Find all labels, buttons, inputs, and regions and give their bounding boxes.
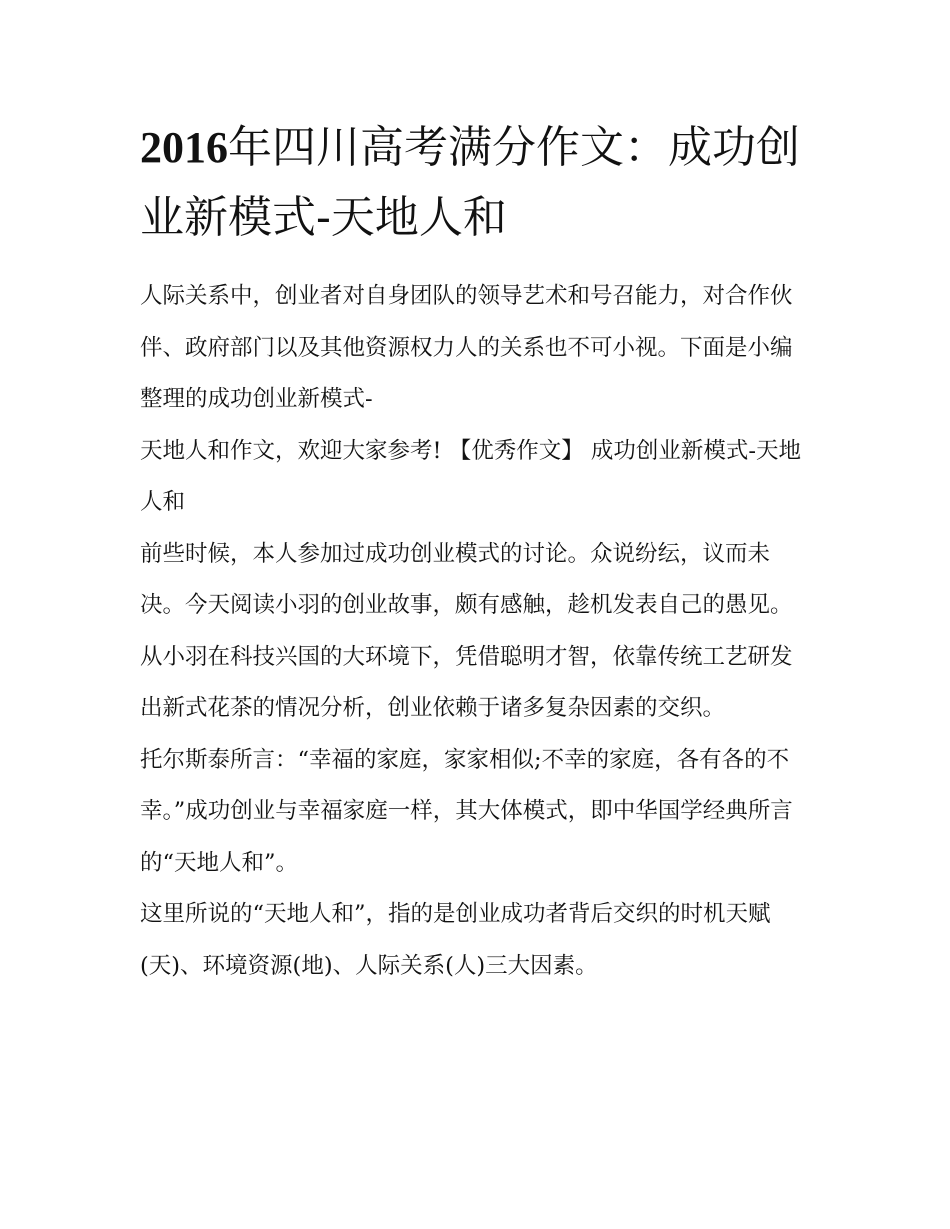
paragraph-analysis: 从小羽在科技兴国的大环境下，凭借聪明才智，依靠传统工艺研发出新式花茶的情况分析，创业依赖于诸多复杂因素的交织。 (140, 643, 793, 721)
paragraph-intro: 人际关系中，创业者对自身团队的领导艺术和号召能力，对合作伙伴、政府部门以及其他资源权力人的关系也不可小视。下面是小编整理的成功创业新模式- (140, 283, 793, 412)
article-title (140, 113, 812, 253)
paragraph-definition: 这里所说的“天地人和”，指的是创业成功者背后交织的时机天赋(天)、环境资源(地)、人际关系(人)三大因素。 (140, 901, 771, 979)
paragraph-quote: 托尔斯泰所言：“幸福的家庭，家家相似;不幸的家庭，各有各的不幸。”成功创业与幸福家庭一样，其大体模式，即中华国学经典所言的“天地人和”。 (140, 746, 793, 876)
title-text: 年四川高考满分作文：成功创业新模式-天地人和 (140, 122, 800, 243)
paragraph-welcome: 天地人和作文，欢迎大家参考! 【优秀作文】 成功创业新模式-天地人和 (140, 437, 801, 515)
paragraph-discussion: 前些时候，本人参加过成功创业模式的讨论。众说纷纭，议而未决。今天阅读小羽的创业故事，颇有感触，趁机发表自己的愚见。 (140, 540, 793, 618)
title-year: 2016 (140, 123, 228, 172)
article-body (140, 113, 812, 992)
